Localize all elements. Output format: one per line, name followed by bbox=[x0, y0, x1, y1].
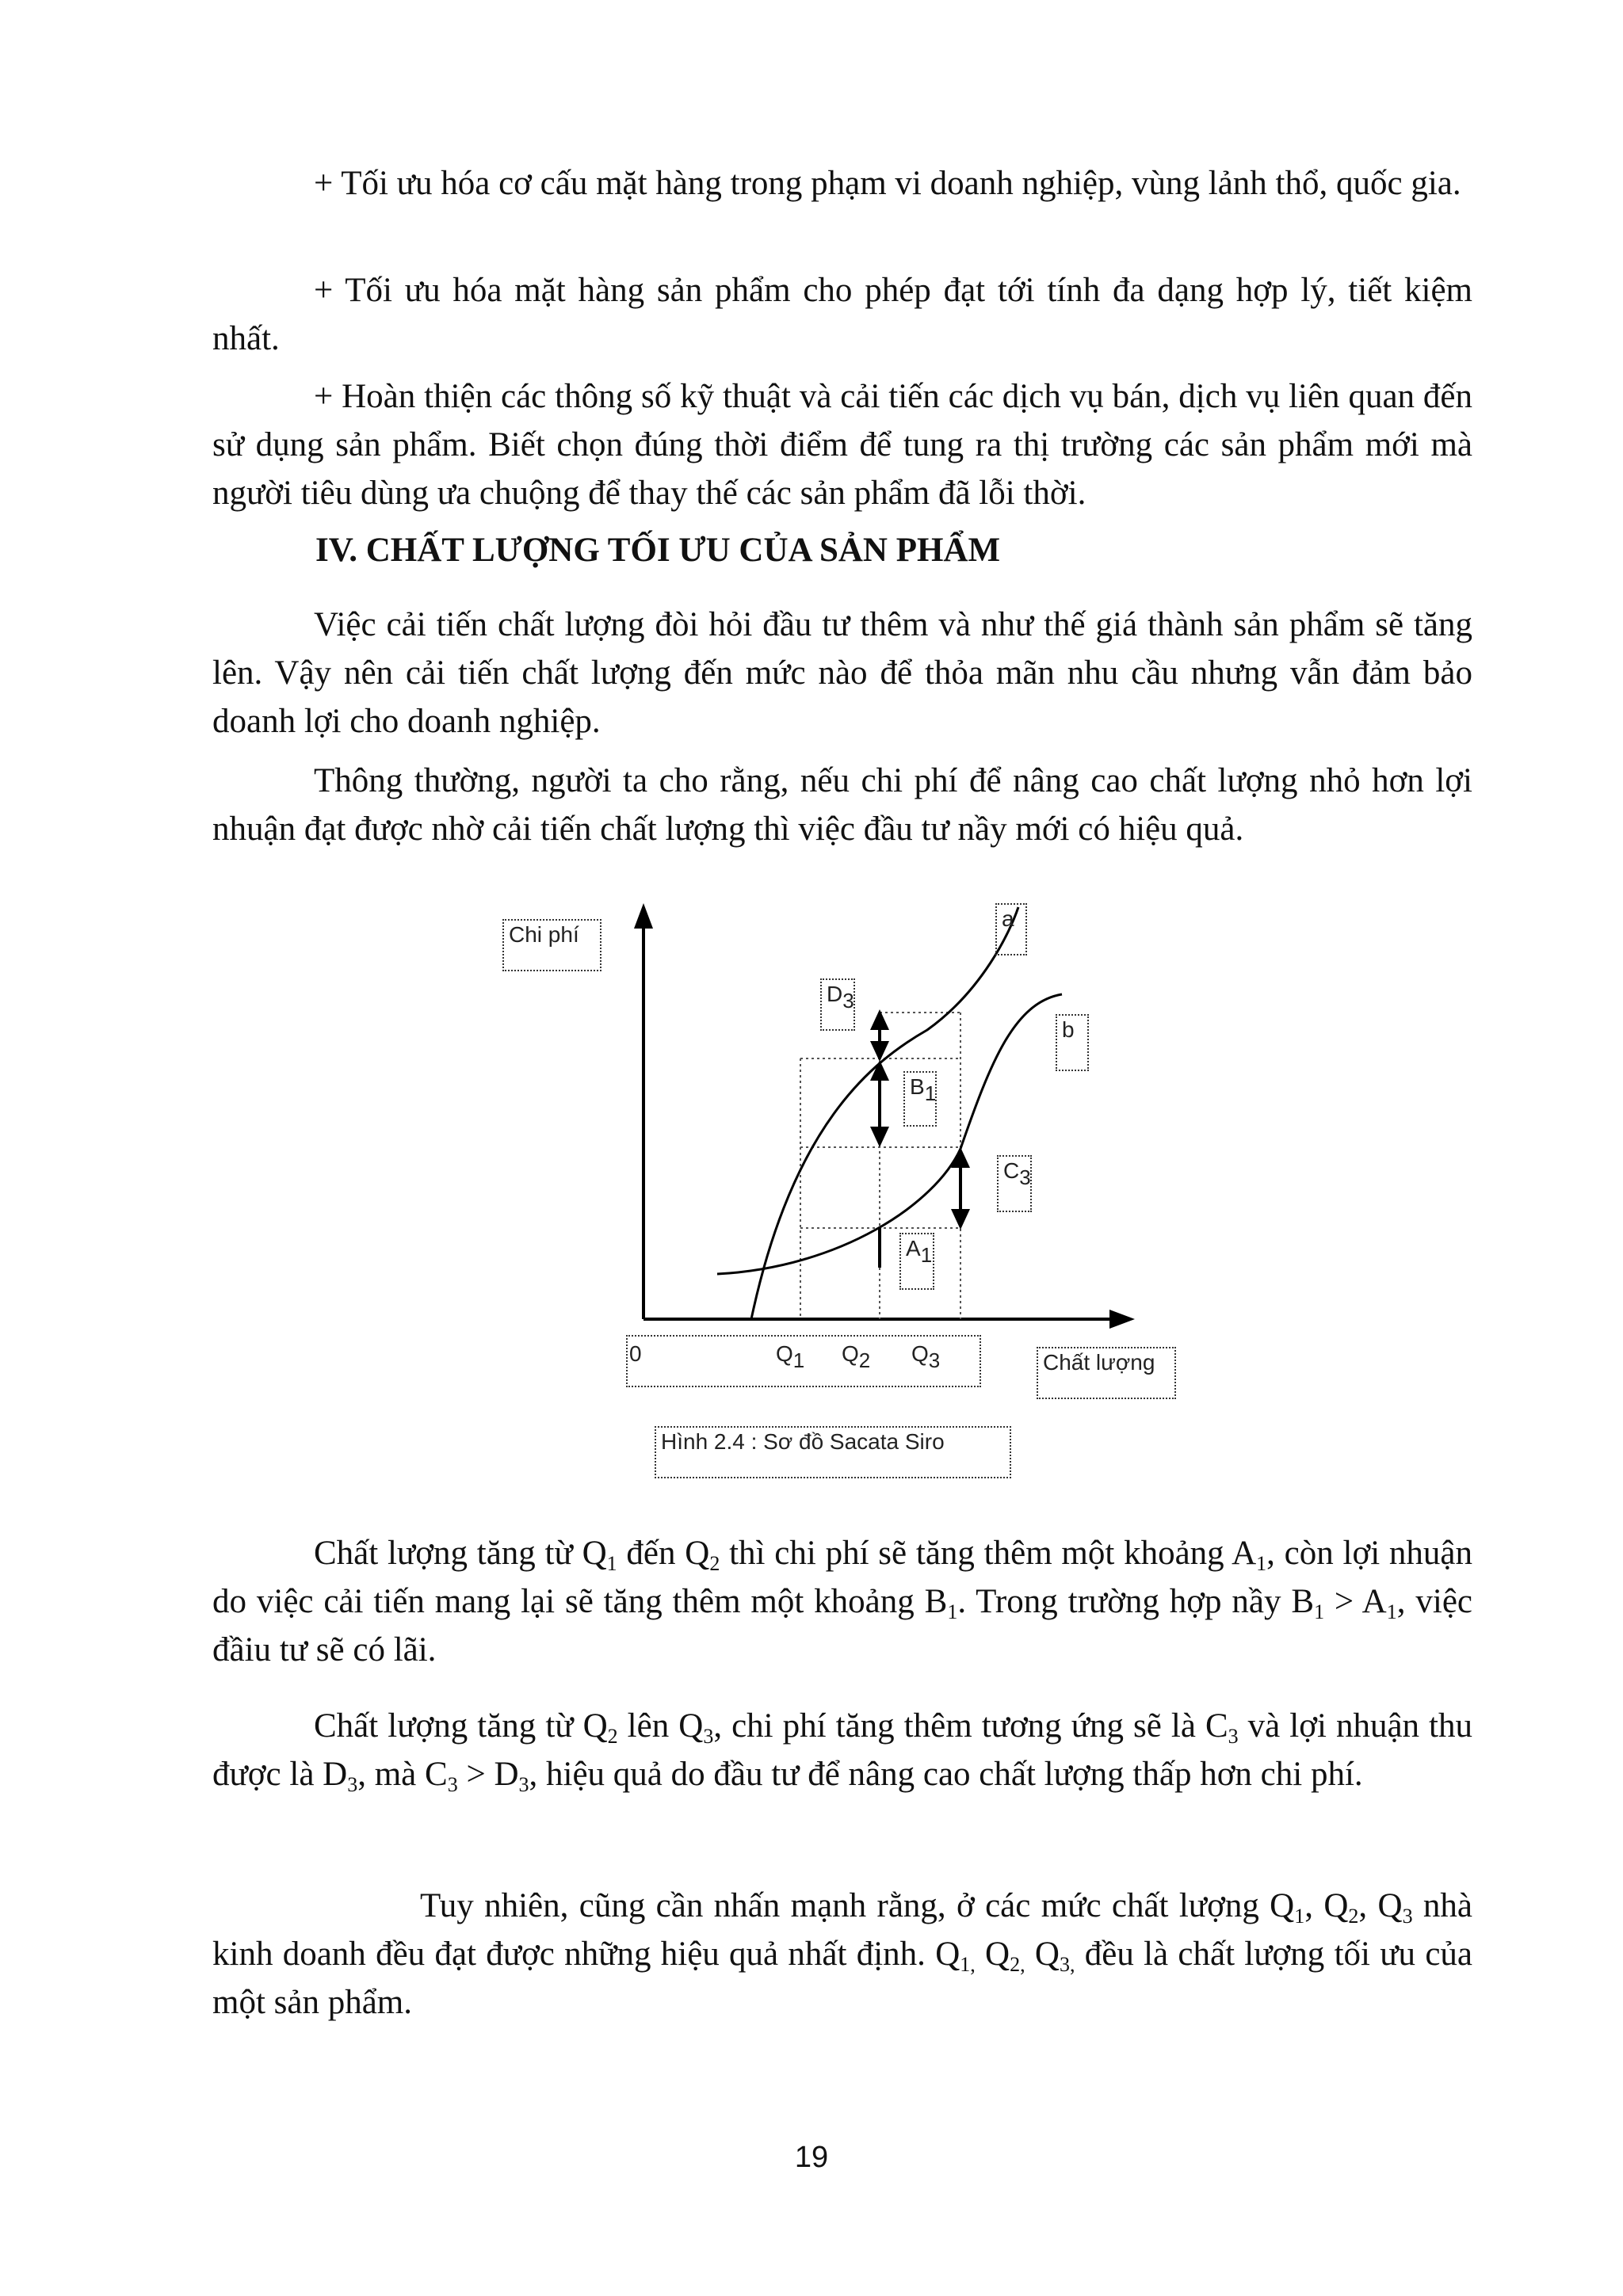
curve-b bbox=[717, 994, 1062, 1274]
y-axis-arrow bbox=[634, 903, 653, 929]
paragraph-3: Chất lượng tăng từ $Q_1$ đến $Q_2$ thì chi phí sẽ tăng thêm một khoảng $A_1$, còn lợi nhuận do việc cải tiến mang lại sẽ tăng thêm một khoảng $B_1$. Trong trường hợp nầy $B_1 > A_1$, việc đầiu tư sẽ có lãi. bbox=[212, 1535, 1473, 1669]
bullet-item-1: + Tối ưu hóa cơ cấu mặt hàng trong phạm vi doanh nghiệp, vùng lảnh thổ, quốc gia. bbox=[314, 165, 1461, 202]
x-axis-ticks-box bbox=[626, 1335, 981, 1387]
paragraph-5: Tuy nhiên, cũng cần nhấn mạnh rằng, ở các mức chất lượng $Q_1$, $Q_2$, $Q_3$ nhà kinh doanh đều đạt được những hiệu quả nhất định. $Q_{1,}$ $Q_{2,}$ $Q_{3,}$ đều là chất lượng tối ưu của một sản phẩm. bbox=[212, 1887, 1472, 2021]
y-axis-label: Chi phí bbox=[502, 919, 601, 971]
paragraph-2: Thông thường, người ta cho rằng, nếu chi phí để nâng cao chất lượng nhỏ hơn lợi nhuận đạt được nhờ cải tiến chất lượng thì việc đầu tư nầy mới có hiệu quả. bbox=[212, 762, 1472, 848]
tick-q2: $Q_2$ bbox=[842, 1341, 871, 1372]
bullet-item-3: + Hoàn thiện các thông số kỹ thuật và cải tiến các dịch vụ bán, dịch vụ liên quan đến sử dụng sản phẩm. Biết chọn đúng thời điểm để tung ra thị trường các sản phẩm mới mà người tiêu dùng ưa chuộng để thay thế các sản phẩm đã lỗi thời. bbox=[212, 378, 1472, 512]
tick-q1: $Q_1$ bbox=[776, 1341, 805, 1372]
curve-b-label: b bbox=[1056, 1014, 1089, 1071]
figure-caption: Hình 2.4 : Sơ đồ Sacata Siro bbox=[655, 1426, 1011, 1478]
grid-boxes bbox=[800, 1013, 960, 1319]
b1-label: $B_1$ bbox=[903, 1071, 937, 1127]
x-axis-arrow bbox=[1109, 1310, 1135, 1329]
paragraph-4: Chất lượng tăng từ $Q_2$ lên $Q_3$, chi phí tăng thêm tương ứng sẽ là $C_3$ và lợi nhuận thu được là $D_3$, mà $C_3 > D_3$, hiệu quả do đầu tư để nâng cao chất lượng thấp hơn chi phí. bbox=[212, 1707, 1473, 1796]
paragraph-1: Việc cải tiến chất lượng đòi hỏi đầu tư thêm và như thế giá thành sản phẩm sẽ tăng lên. Vậy nên cải tiến chất lượng đến mức nào để thỏa mãn nhu cầu nhưng vẫn đảm bảo doanh lợi cho doanh nghiệp. bbox=[212, 606, 1472, 740]
curve-a bbox=[751, 907, 1018, 1319]
c3-label: $C_3$ bbox=[997, 1155, 1032, 1212]
tick-q3: $Q_3$ bbox=[911, 1341, 941, 1372]
a1-label: $A_1$ bbox=[899, 1233, 934, 1290]
origin-label: 0 bbox=[629, 1341, 642, 1366]
d3-label: $D_3$ bbox=[820, 978, 855, 1031]
bullet-item-2: + Tối ưu hóa mặt hàng sản phẩm cho phép đạt tới tính đa dạng hợp lý, tiết kiệm nhất. bbox=[212, 272, 1472, 357]
curve-a-label: a bbox=[995, 903, 1027, 955]
section-heading: IV. CHẤT LƯỢNG TỐI ƯU CỦA SẢN PHẨM bbox=[315, 532, 1001, 569]
x-axis-label: Chất lượng bbox=[1037, 1347, 1176, 1399]
page-number: 19 bbox=[794, 2141, 829, 2174]
